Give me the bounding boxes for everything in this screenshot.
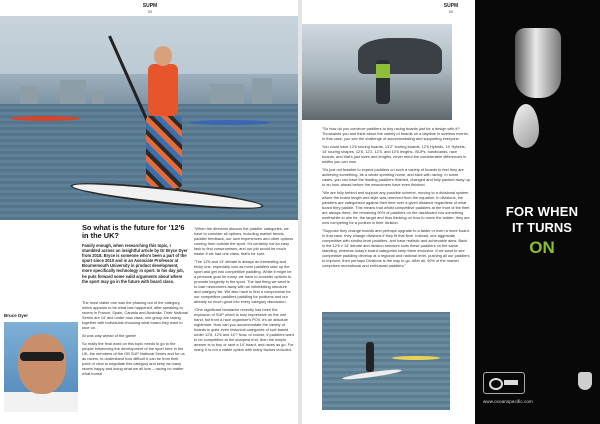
tap-icon [515, 28, 561, 98]
paragraph: "One significant headache recently has been the explosion of SUP which is truly impressive on the one hand, but from a race organiser's POV, it's an absolute nightmare. How can you accommodate the variety of boards in quite even historical categories of surf-based under 12'6, 12'6 and 14'? Now, of course, if paddlers want to be competitive at the sharpest end, then the simple answer is to buy or race a 14' board, and races as go. For many, it is not a viable option with many factors included. [194, 307, 294, 352]
right-column [322, 126, 470, 271]
sunglasses [20, 352, 64, 361]
ad-headline-line-2: IT TURNS [512, 220, 572, 235]
paddler-vest [148, 64, 178, 116]
left-column-2 [194, 226, 294, 355]
brand-logo-icon [483, 372, 525, 394]
page-number: 56 [448, 9, 454, 14]
paragraph: "Suppose they change boards and perhaps upgrade to a faster or even a more board. In that case, they change divisions if they fit that time. Instead, one aggravate competitive with similar-level paddlers, and have realistic and achievable aims. Back in the 12'6 v 14' debate and division structure suits these paddlers on the same standing, whereas today's board categories keep them exclusive. If we want to see competitive paddling develop at a regional and national level, pushing all our paddlers to improve, then perhaps Divisions is the way to go. After all, 90% of the market comprises recreational and enthusiast paddlers." [322, 228, 470, 268]
paragraph: "So how do you convince paddlers to buy racing boards just for a design with it? Thousands you and think about the variety of boards on a daytime in sizeless events, in that case, you see the challenge of accommodating and supporting everyone. [322, 126, 469, 141]
folio [135, 4, 165, 14]
author-photo [4, 322, 78, 412]
article-headline: So what is the future for '12'6 in the UK? [82, 223, 185, 241]
race-photo [322, 312, 450, 410]
author-caption: Bruce Dyer [4, 313, 29, 318]
paddler-legs [146, 116, 182, 188]
crest-icon [578, 372, 592, 390]
folio-title: SUPM [443, 3, 459, 9]
page-number: 55 [147, 9, 153, 14]
right-page [302, 0, 600, 424]
folio [436, 4, 466, 14]
article-standfirst: Family enough, when researching this topic, I stumbled across an insightful article by Dr Bryce Dyer from 2018. Bryce is someone who's been a part of the sport since 2010 and is an Associate Professor at Bournemouth University in product development, more specifically technology in sport. In his day job, he puts forward some valid arguments about where the sport may go in the future with board class. [82, 243, 188, 284]
hero-photo [0, 16, 298, 220]
advertisement[interactable] [475, 0, 600, 424]
paragraph: "When the directors discuss the paddler categories, we have to consider all options, including market trends, paddler feedback, our own experiences and other options coming from outside the sport. It's certainly not an easy task to find compromises, and our job would be much easier if we had one class, that's for sure. [194, 226, 294, 256]
left-page [0, 0, 298, 424]
paragraph: "It's just not feasible to expect paddlers on such a variety of boards to feel they are achieving something, be a whole sprinting home, and stick with racing. In some cases, you can have the leading paddlers finished, changed and fully packed away up to an hour ahead before the newcomers have even finished. [322, 167, 470, 187]
left-column-1 [82, 300, 188, 379]
ad-headline-line-1: FOR WHEN [505, 204, 579, 219]
paragraph: "We are fully behind and support any possible scheme, moving to a divisional system where the board length and style was removed from the equation. In divisions, the paddlers are categorised against their time over a given distance regardless of what board they paddle. This means that whilst competitive paddlers at the front of the fleet are always there, the remaining 90% of paddlers on the dashboard row something worthwhile to aim for, the target and thus thinking on how to move the ladder; they are now competing for a podium in their division. [322, 190, 470, 225]
paragraph: At was way ahead of the game! [82, 333, 137, 338]
paragraph: "The 12'6 and 14' debate is always an interesting and tricky one, especially now as more paddlers take up the sport and get into competitive paddling. While it might be a personal goal for many, we have to consider options to promote longevity in the sport. The last thing we want is to lose newcomers away with an intimidating structure and category list. We also have to find a compromise for our competitive paddlers paddling for podiums and our already so much good into every category discussion. [194, 259, 292, 304]
ad-headline-line-3: ON [529, 238, 555, 257]
paragraph: The most viable one was the phasing out of the category, which appears to be what has happened, after speaking to racers in France, Spain, Canada and Australia. Their National Series are 14' and under now class, one group are racing together with individuals choosing what board they want to race on. [82, 300, 188, 330]
ad-website-link[interactable]: www.oceanspecific.com [483, 399, 533, 404]
folio-title: SUPM [142, 3, 158, 9]
event-photo [302, 24, 452, 120]
paragraph: You could have 12'6 touring boards, 13'2" touring boards, 12'6 Hybrids, 14' Hybrids, 14' touring shapes, 12'6, 12'2, 12'0, and 10'6 lengths, iSUPs, hardboards, race boards, and that's just sizes and lengths, never mind the considerable differences in widths you can now. [322, 144, 467, 164]
paddler-head [154, 46, 172, 66]
paragraph: So really the final word on this topic needs to go to the people influencing the development of the sport here in the UK, the members of the GB SUP National Series and for us as racers, to understand how difficult it can be from their point of view to negotiate this category and keep as many racers happy and doing what we all love – racing no matter what board! [82, 341, 185, 376]
water-drop-icon [513, 104, 539, 148]
